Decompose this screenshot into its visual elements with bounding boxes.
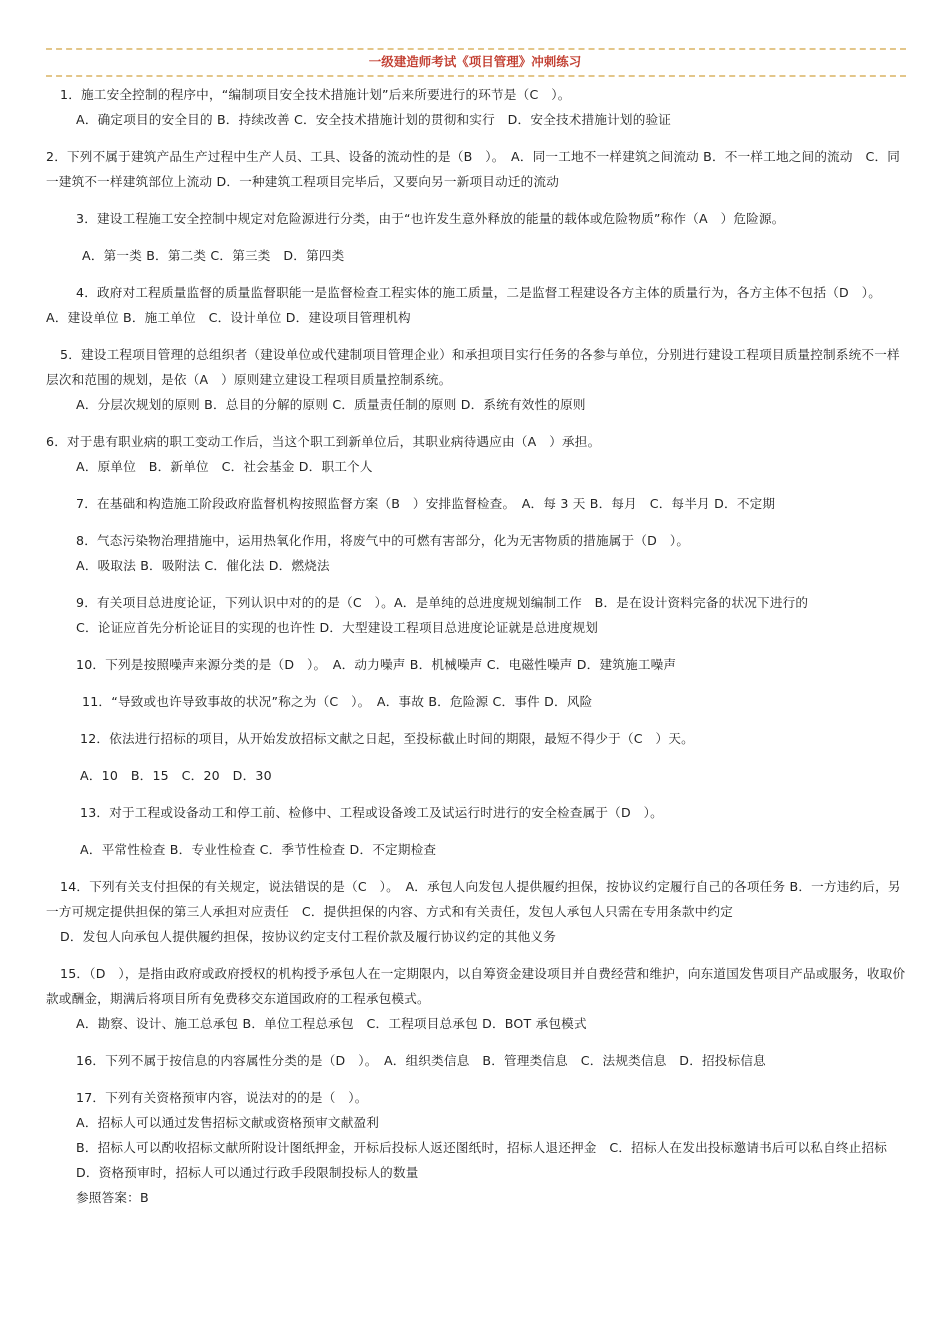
text-line: D．发包人向承包人提供履约担保，按协议约定支付工程价款及履行协议约定的其他义务 <box>60 929 557 944</box>
text-line: 10．下列是按照噪声来源分类的是（D ）。 A．动力噪声 B．机械噪声 C．电磁性噪声 D．建筑施工噪声 <box>76 657 677 672</box>
text-line: 11．“导致或也许导致事故的状况”称之为（C ）。 A．事故 B．危险源 C．事件 D．风险 <box>82 694 593 709</box>
text-line: B．招标人可以酌收招标文献所附设计图纸押金，开标后投标人返还图纸时，招标人退还押金 C．招标人在发出投标邀请书后可以私自终止招标 <box>76 1140 888 1155</box>
question-list <box>46 82 906 1210</box>
text-line: A．吸取法 B．吸附法 C．催化法 D．燃烧法 <box>76 558 330 573</box>
text-line: 7．在基础和构造施工阶段政府监督机构按照监督方案（B ）安排监督检查。 A．每 3 天 B．每月 C．每半月 D．不定期 <box>76 496 776 511</box>
header-divider-bottom <box>46 75 906 77</box>
text-line: 2．下列不属于建筑产品生产过程中生产人员、工具、设备的流动性的是（B ）。 A．同一工地不一样建筑之间流动 B．不一样工地之间的流动 C．同一建筑不一样建筑部位上流动 D．一种建筑工程项目完毕后，又要向另一新项目动迁的流动 <box>46 149 901 189</box>
text-line: A．平常性检查 B．专业性检查 C．季节性检查 D．不定期检查 <box>80 842 437 857</box>
page-title: 一级建造师考试《项目管理》冲刺练习 <box>368 54 582 69</box>
text-line: 3．建设工程施工安全控制中规定对危险源进行分类，由于“也许发生意外释放的能量的载体或危险物质”称作（A ）危险源。 <box>76 211 785 226</box>
text-line: A．确定项目的安全目的 B．持续改善 C．安全技术措施计划的贯彻和实行 D．安全技术措施计划的验证 <box>76 112 672 127</box>
text-line: 14．下列有关支付担保的有关规定，说法错误的是（C ）。 A．承包人向发包人提供履约担保，按协议约定履行自己的各项任务 B．一方违约后，另一方可规定提供担保的第三人承担对应责任 C．提供担保的内容、方式和有关责任，发包人承包人只需在专用条款中约定 <box>46 879 901 919</box>
text-line: A．原单位 B．新单位 C．社会基金 D．职工个人 <box>76 459 373 474</box>
text-line: 16．下列不属于按信息的内容属性分类的是（D ）。 A．组织类信息 B．管理类信息 C．法规类信息 D．招投标信息 <box>76 1053 766 1068</box>
text-line: 9．有关项目总进度论证，下列认识中对的的是（C ）。A．是单纯的总进度规划编制工作 B．是在设计资料完备的状况下进行的 <box>76 595 809 610</box>
text-line: D．资格预审时，招标人可以通过行政手段限制投标人的数量 <box>76 1165 419 1180</box>
text-line: 5．建设工程项目管理的总组织者（建设单位或代建制项目管理企业）和承担项目实行任务的各参与单位，分别进行建设工程项目质量控制系统不一样层次和范围的规划，是依（A ）原则建立建设工程项目质量控制系统。 <box>46 347 900 387</box>
text-line: 12．依法进行招标的项目，从开始发放招标文献之日起，至投标截止时间的期限，最短不得少于（C ）天。 <box>80 731 694 746</box>
text-line: 8．气态污染物治理措施中，运用热氧化作用，将废气中的可燃有害部分，化为无害物质的措施属于（D ）。 <box>76 533 690 548</box>
text-line: A．招标人可以通过发售招标文献或资格预审文献盈利 <box>76 1115 380 1130</box>
text-line: A．10 B．15 C．20 D．30 <box>80 768 272 783</box>
header-divider-top <box>46 48 906 50</box>
text-line: A．第一类 B．第二类 C．第三类 D．第四类 <box>82 248 345 263</box>
text-line: 13．对于工程或设备动工和停工前、检修中、工程或设备竣工及试运行时进行的安全检查属于（D ）。 <box>80 805 663 820</box>
text-line: 6．对于患有职业病的职工变动工作后，当这个职工到新单位后，其职业病待遇应由（A ）承担。 <box>46 434 601 449</box>
text-line: 17．下列有关资格预审内容，说法对的的是（ ）。 <box>76 1090 368 1105</box>
text-line: A．勘察、设计、施工总承包 B．单位工程总承包 C．工程项目总承包 D．BOT 承包模式 <box>76 1016 587 1031</box>
text-line: 参照答案：B <box>76 1190 149 1205</box>
text-line: A．分层次规划的原则 B．总目的分解的原则 C．质量责任制的原则 D．系统有效性的原则 <box>76 397 586 412</box>
text-line: 4．政府对工程质量监督的质量监督职能一是监督检查工程实体的施工质量，二是监督工程建设各方主体的质量行为，各方主体不包括（D ）。 A．建设单位 B．施工单位 C．设计单位 D．建设项目管理机构 <box>46 285 888 325</box>
text-line: 1．施工安全控制的程序中，“编制项目安全技术措施计划”后来所要进行的环节是（C ）。 <box>60 87 571 102</box>
text-line: C．论证应首先分析论证目的实现的也许性 D．大型建设工程项目总进度论证就是总进度规划 <box>76 620 599 635</box>
text-line: 15．（D ），是指由政府或政府授权的机构授予承包人在一定期限内，以自筹资金建设项目并自费经营和维护，向东道国发售项目产品或服务，收取价款或酬金，期满后将项目所有免费移交东道国政府的工程承包模式。 <box>46 966 906 1006</box>
